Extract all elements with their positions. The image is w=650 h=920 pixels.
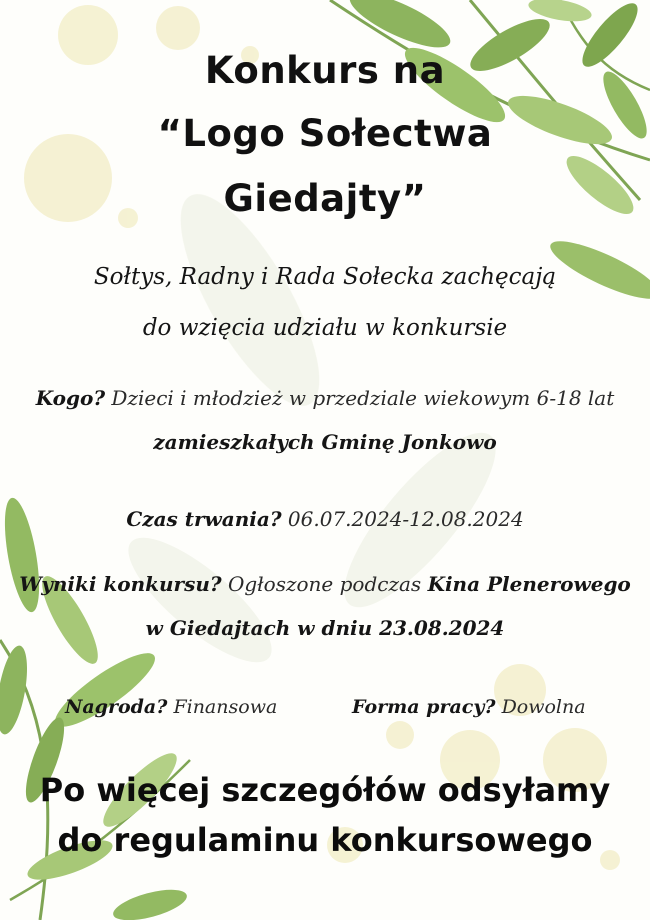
form-label: Forma pracy? (352, 696, 496, 718)
results-label: Wyniki konkursu? (19, 572, 222, 596)
prize-line (65, 695, 277, 719)
results-highlight: Kina Plenerowego (427, 572, 631, 596)
duration-value: 06.07.2024-12.08.2024 (287, 507, 524, 531)
prize-value: Finansowa (173, 696, 278, 718)
results-line-1 (0, 572, 650, 596)
results-text: Ogłoszone podczas (227, 572, 422, 596)
duration-line (0, 507, 650, 531)
duration-label: Czas trwania? (126, 507, 282, 531)
who-label: Kogo? (35, 386, 106, 410)
invitation-line-1: Sołtys, Radny i Rada Sołecka zachęcają (93, 264, 557, 290)
prize-label: Nagroda? (65, 696, 168, 718)
form-line (352, 695, 586, 719)
poster-title-line-2: “Logo Sołectwa (157, 112, 493, 155)
results-line-2: w Giedajtach w dniu 23.08.2024 (145, 616, 505, 640)
footer-line-1: Po więcej szczegółów odsyłamy (39, 771, 611, 809)
poster-title-line-1: Konkurs na (204, 49, 446, 92)
poster-title-line-3: Giedajty” (223, 177, 427, 220)
footer-line-2: do regulaminu konkursowego (57, 821, 593, 859)
who-text: Dzieci i młodzież w przedziale wiekowym 6-18 lat (111, 386, 615, 410)
form-value: Dowolna (501, 696, 586, 718)
invitation-line-2: do wzięcia udziału w konkursie (142, 315, 508, 341)
who-line-1 (0, 386, 650, 410)
who-line-2: zamieszkałych Gminę Jonkowo (153, 430, 497, 454)
